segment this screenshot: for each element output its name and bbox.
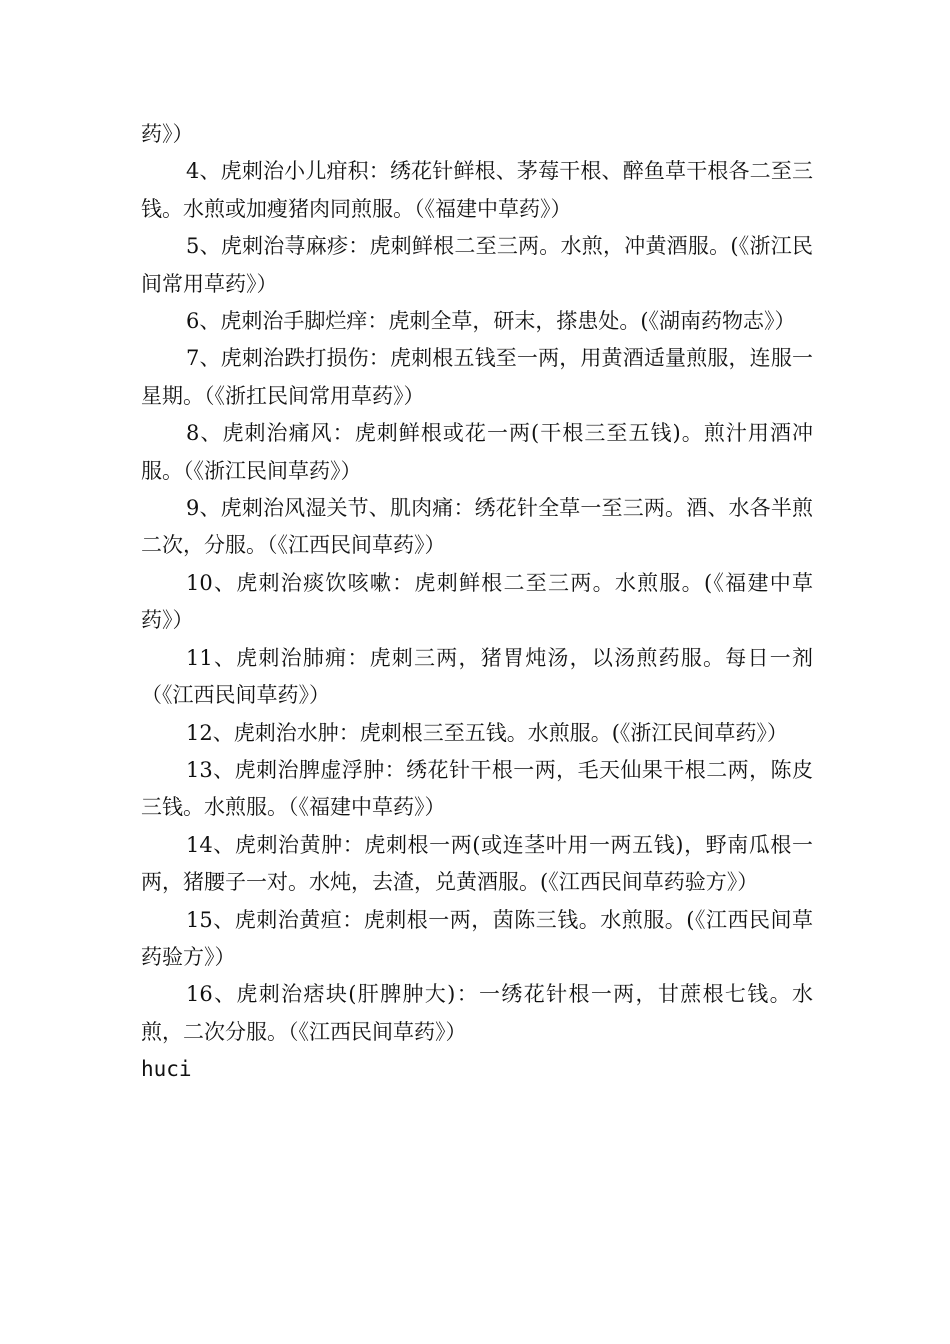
paragraph-remedy-4: 4、虎刺治小儿疳积：绣花针鲜根、茅莓干根、醉鱼草干根各二至三钱。水煎或加瘦猪肉同煎服。（《福建中草药》） <box>141 159 813 221</box>
paragraph-remedy-14: 14、虎刺治黄肿：虎刺根一两(或连茎叶用一两五钱)，野南瓜根一两，猪腰子一对。水炖，去渣，兑黄酒服。(《江西民间草药验方》） <box>141 832 813 895</box>
paragraph-remedy-5: 5、虎刺治荨麻疹：虎刺鲜根二至三两。水煎，冲黄酒服。(《浙江民间常用草药》） <box>141 234 813 296</box>
paragraph-remedy-15: 15、虎刺治黄疸：虎刺根一两，茵陈三钱。水煎服。(《江西民间草药验方》） <box>141 907 813 969</box>
paragraph-remedy-9: 9、虎刺治风湿关节、肌肉痛：绣花针全草一至三两。酒、水各半煎二次，分服。（《江西民间草药》） <box>141 496 813 558</box>
paragraph-remedy-13: 13、虎刺治脾虚浮肿：绣花针干根一两，毛天仙果干根二两，陈皮三钱。水煎服。（《福建中草药》） <box>141 757 813 820</box>
paragraph-remedy-11: 11、虎刺治肺痈：虎刺三两，猪胃炖汤，以汤煎药服。每日一剂（《江西民间草药》） <box>141 645 813 708</box>
paragraph-remedy-12: 12、虎刺治水肿：虎刺根三至五钱。水煎服。(《浙江民间草药》） <box>186 720 788 745</box>
paragraph-continuation: 药》） <box>141 122 194 146</box>
paragraph-remedy-16: 16、虎刺治痞块(肝脾肿大)：一绣花针根一两，甘蔗根七钱。水煎，二次分服。（《江西民间草药》） <box>141 982 813 1044</box>
document-body <box>141 116 813 1089</box>
paragraph-remedy-7: 7、虎刺治跌打损伤：虎刺根五钱至一两，用黄酒适量煎服，连服一星期。（《浙扛民间常用草药》） <box>141 346 813 408</box>
paragraph-remedy-8: 8、虎刺治痛风：虎刺鲜根或花一两(干根三至五钱)。煎汁用酒冲服。（《浙江民间草药》） <box>141 421 813 483</box>
paragraph-remedy-6: 6、虎刺治手脚烂痒：虎刺全草，研末，搽患处。(《湖南药物志》） <box>186 309 796 334</box>
paragraph-remedy-10: 10、虎刺治痰饮咳嗽：虎刺鲜根二至三两。水煎服。(《福建中草药》） <box>141 570 813 633</box>
trailing-text: huci <box>141 1057 192 1082</box>
